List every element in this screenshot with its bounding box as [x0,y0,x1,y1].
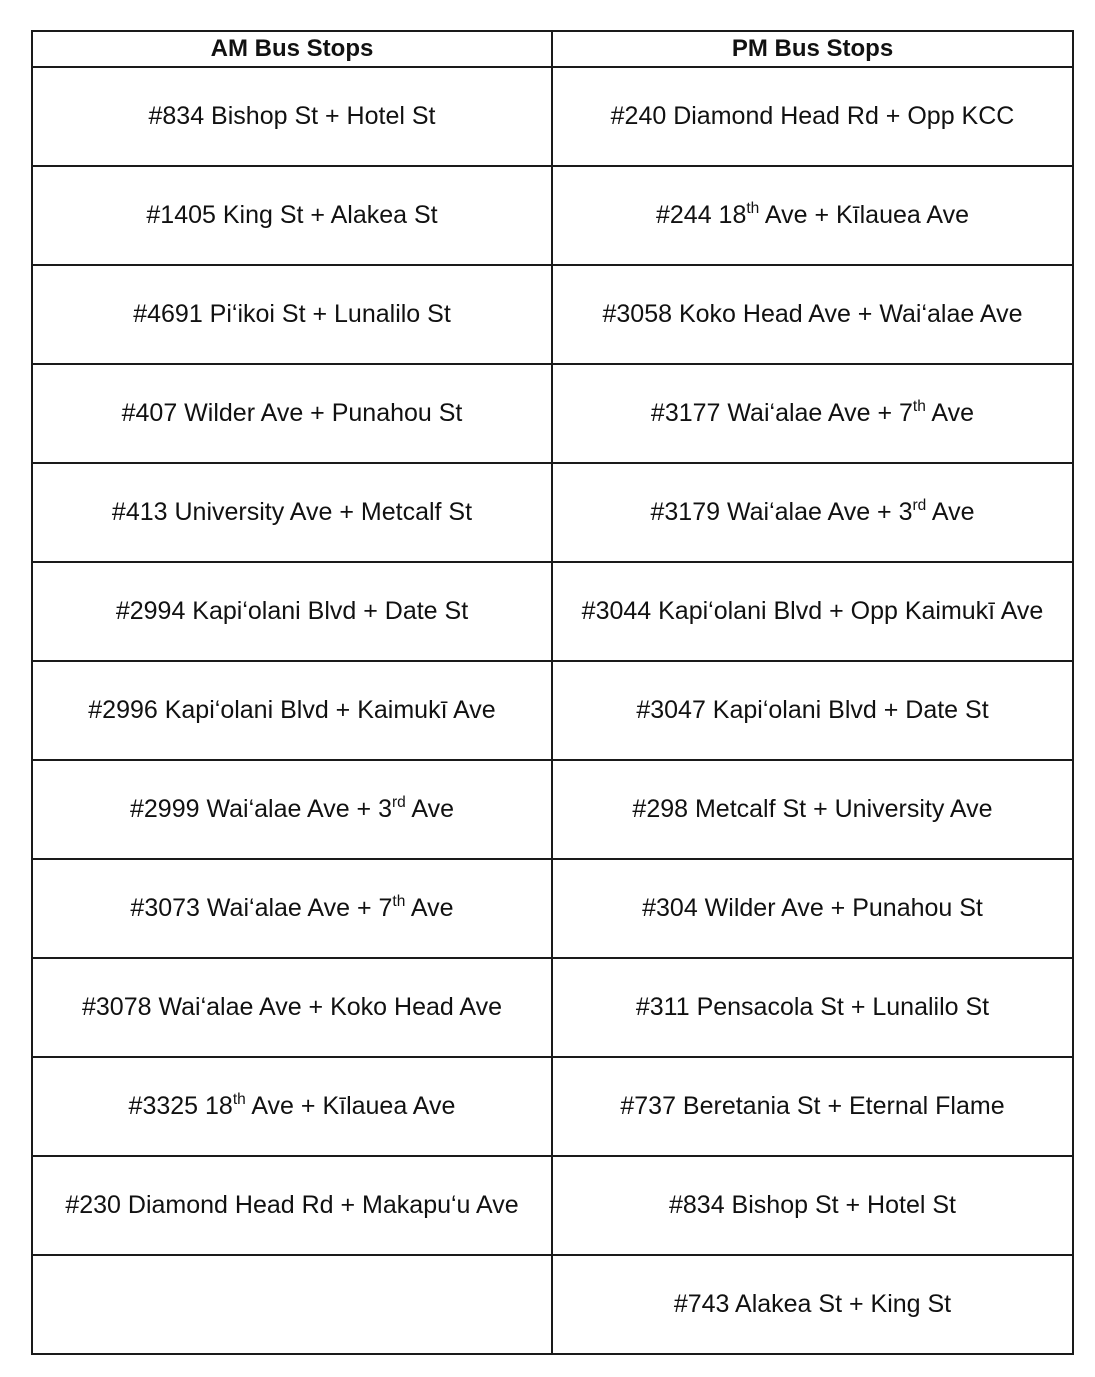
stop-text: #3073 Wai‘alae Ave + 7 [130,894,393,922]
pm-stop-cell [552,859,1073,958]
stop-text: #3078 Wai‘alae Ave + Koko Head Ave [82,993,502,1021]
stop-text: #2994 Kapi‘olani Blvd + Date St [115,597,469,625]
table-row [32,364,1073,463]
table-row [32,1057,1073,1156]
stop-text: #3177 Wai‘alae Ave + 7 [650,399,913,427]
stop-text: #230 Diamond Head Rd + Makapu‘u Ave [65,1191,519,1219]
pm-stop-cell [552,67,1073,166]
stop-text: #4691 Pi‘ikoi St + Lunalilo St [133,300,451,328]
stop-text: #2999 Wai‘alae Ave + 3 [130,795,392,823]
stop-text-continued: Ave [926,498,975,526]
table-row [32,463,1073,562]
stop-text: #1405 King St + Alakea St [146,201,438,229]
pm-stop-cell [552,166,1073,265]
pm-stop-cell [552,661,1073,760]
table-row [32,562,1073,661]
am-stop-cell [32,463,552,562]
table-row [32,265,1073,364]
am-stop-cell [32,265,552,364]
table-row [32,859,1073,958]
stop-text: #737 Beretania St + Eternal Flame [620,1092,1005,1120]
pm-stop-cell [552,1057,1073,1156]
am-stop-cell [32,1255,552,1354]
stop-text: #3058 Koko Head Ave + Wai‘alae Ave [602,300,1023,328]
stop-text: #244 18 [656,201,747,229]
header-row [32,31,1073,67]
am-stop-cell [32,958,552,1057]
am-stop-cell [32,1156,552,1255]
stop-text: #743 Alakea St + King St [673,1290,952,1318]
ordinal-suffix: th [912,397,926,415]
ordinal-suffix: th [232,1090,246,1108]
stop-text: #3044 Kapi‘olani Blvd + Opp Kaimukī Ave [581,597,1044,625]
stop-text-continued: Ave + Kīlauea Ave [759,201,969,229]
am-stop-cell [32,67,552,166]
am-stop-cell [32,364,552,463]
stop-text: #304 Wilder Ave + Punahou St [642,894,983,922]
am-stop-cell [32,1057,552,1156]
ordinal-suffix: rd [392,793,406,811]
pm-stop-cell [552,1255,1073,1354]
ordinal-suffix: th [392,892,406,910]
stop-text: #3179 Wai‘alae Ave + 3 [650,498,913,526]
stop-text: #413 University Ave + Metcalf St [111,498,473,526]
pm-stop-cell [552,562,1073,661]
stop-text: #311 Pensacola St + Lunalilo St [635,993,990,1021]
stop-text-continued: Ave [925,399,975,427]
am-header: AM Bus Stops [32,31,552,67]
pm-stop-cell [552,364,1073,463]
am-stop-cell [32,760,552,859]
pm-stop-cell [552,265,1073,364]
table-row [32,1156,1073,1255]
stop-text: #834 Bishop St + Hotel St [669,1191,956,1219]
stop-text: #834 Bishop St + Hotel St [148,102,436,130]
am-stop-cell [32,562,552,661]
table-row [32,166,1073,265]
pm-stop-cell [552,1156,1073,1255]
stop-text-continued: Ave [405,894,454,922]
stop-text: #3047 Kapi‘olani Blvd + Date St [636,696,989,724]
pm-header: PM Bus Stops [552,31,1073,67]
pm-stop-cell [552,760,1073,859]
am-stop-cell [32,166,552,265]
table-row [32,760,1073,859]
table-row [32,958,1073,1057]
table-row [32,661,1073,760]
stop-text: #407 Wilder Ave + Punahou St [121,399,463,427]
am-stop-cell [32,661,552,760]
stop-text-continued: Ave + Kīlauea Ave [245,1092,456,1120]
stop-text: #240 Diamond Head Rd + Opp KCC [610,102,1015,130]
table-row [32,1255,1073,1354]
pm-stop-cell [552,463,1073,562]
am-stop-cell [32,859,552,958]
table-row [32,67,1073,166]
ordinal-suffix: rd [912,496,927,514]
stop-text: #3325 18 [128,1092,233,1120]
stop-text-continued: Ave [405,795,454,823]
stop-text: #2996 Kapi‘olani Blvd + Kaimukī Ave [88,696,496,724]
bus-stops-table [31,30,1074,1355]
stop-text: #298 Metcalf St + University Ave [632,795,993,823]
ordinal-suffix: th [746,199,760,217]
pm-stop-cell [552,958,1073,1057]
